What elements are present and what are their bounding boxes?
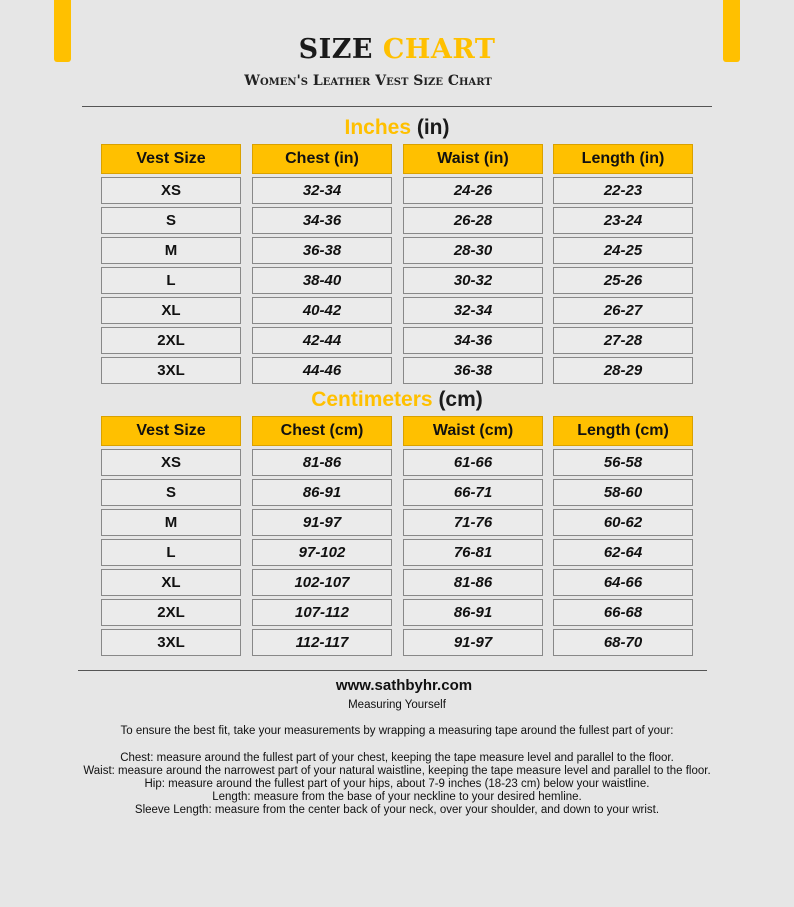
divider-bottom	[78, 670, 707, 671]
column-header: Chest (cm)	[252, 416, 392, 446]
measurement-cell: 32-34	[252, 177, 392, 204]
table-column	[252, 144, 392, 384]
measurement-cell: 28-30	[403, 237, 543, 264]
column-header: Vest Size	[101, 144, 241, 174]
measurement-cell: 91-97	[403, 629, 543, 656]
measuring-intro: To ensure the best fit, take your measurements by wrapping a measuring tape around the fullest part of your:	[120, 725, 674, 737]
section-title-cm-accent: Centimeters	[311, 388, 433, 411]
measuring-instruction-length: Length: measure from the base of your neckline to your desired hemline.	[212, 791, 582, 803]
measurement-cell: 97-102	[252, 539, 392, 566]
column-header: Vest Size	[101, 416, 241, 446]
measurement-cell: 62-64	[553, 539, 693, 566]
measuring-instruction-hip: Hip: measure around the fullest part of your hips, about 7-9 inches (18-23 cm) below your waistline.	[144, 778, 650, 790]
size-label-cell: 3XL	[101, 357, 241, 384]
measurement-cell: 24-26	[403, 177, 543, 204]
measurement-cell: 22-23	[553, 177, 693, 204]
measurement-cell: 42-44	[252, 327, 392, 354]
measurement-cell: 102-107	[252, 569, 392, 596]
size-label-cell: 3XL	[101, 629, 241, 656]
table-column	[252, 416, 392, 656]
measuring-heading: Measuring Yourself	[348, 699, 446, 711]
column-header: Waist (in)	[403, 144, 543, 174]
size-label-cell: L	[101, 539, 241, 566]
section-title-cm-unit: (cm)	[438, 388, 483, 411]
measurement-cell: 76-81	[403, 539, 543, 566]
website-link[interactable]: www.sathbyhr.com	[335, 677, 473, 694]
section-title-inches-accent: Inches	[344, 116, 412, 139]
size-label-cell: 2XL	[101, 327, 241, 354]
measurement-cell: 25-26	[553, 267, 693, 294]
measurement-cell: 36-38	[252, 237, 392, 264]
size-label-cell: S	[101, 479, 241, 506]
page-title	[0, 34, 794, 65]
table-column	[403, 416, 543, 656]
size-label-cell: 2XL	[101, 599, 241, 626]
measurement-cell: 56-58	[553, 449, 693, 476]
measurement-cell: 71-76	[403, 509, 543, 536]
measurement-cell: 81-86	[252, 449, 392, 476]
measurement-cell: 28-29	[553, 357, 693, 384]
divider-top	[82, 106, 712, 107]
table-column	[101, 144, 241, 384]
column-header: Waist (cm)	[403, 416, 543, 446]
size-label-cell: M	[101, 237, 241, 264]
size-label-cell: XL	[101, 569, 241, 596]
column-header: Length (cm)	[553, 416, 693, 446]
table-column	[553, 144, 693, 384]
measurement-cell: 23-24	[553, 207, 693, 234]
measurement-cell: 34-36	[252, 207, 392, 234]
section-title-inches-unit: (in)	[416, 116, 450, 139]
measurement-cell: 60-62	[553, 509, 693, 536]
measurement-cell: 81-86	[403, 569, 543, 596]
measurement-cell: 40-42	[252, 297, 392, 324]
measurement-cell: 38-40	[252, 267, 392, 294]
column-header: Chest (in)	[252, 144, 392, 174]
measurement-cell: 66-68	[553, 599, 693, 626]
measurement-cell: 27-28	[553, 327, 693, 354]
column-header: Length (in)	[553, 144, 693, 174]
measurement-cell: 32-34	[403, 297, 543, 324]
table-column	[101, 416, 241, 656]
measurement-cell: 34-36	[403, 327, 543, 354]
measurement-cell: 66-71	[403, 479, 543, 506]
measurement-cell: 26-28	[403, 207, 543, 234]
measurement-cell: 86-91	[252, 479, 392, 506]
title-chart: CHART	[382, 34, 496, 65]
size-label-cell: XL	[101, 297, 241, 324]
table-column	[553, 416, 693, 656]
size-label-cell: XS	[101, 177, 241, 204]
measurement-cell: 86-91	[403, 599, 543, 626]
measurement-cell: 91-97	[252, 509, 392, 536]
measurement-cell: 36-38	[403, 357, 543, 384]
measurement-cell: 112-117	[252, 629, 392, 656]
measuring-instruction-chest: Chest: measure around the fullest part of your chest, keeping the tape measure level and parallel to the floor.	[120, 752, 674, 764]
measurement-cell: 64-66	[553, 569, 693, 596]
measurement-cell: 68-70	[553, 629, 693, 656]
measuring-instruction-waist: Waist: measure around the narrowest part of your natural waistline, keeping the tape measure level and parallel to the floor.	[83, 765, 711, 777]
measurement-cell: 26-27	[553, 297, 693, 324]
size-label-cell: M	[101, 509, 241, 536]
page-subtitle: Women's Leather Vest Size Chart	[244, 73, 492, 89]
measurement-cell: 58-60	[553, 479, 693, 506]
measuring-instruction-sleeve: Sleeve Length: measure from the center back of your neck, over your shoulder, and down to your wrist.	[134, 804, 660, 816]
size-label-cell: S	[101, 207, 241, 234]
measurement-cell: 30-32	[403, 267, 543, 294]
measurement-cell: 107-112	[252, 599, 392, 626]
table-column	[403, 144, 543, 384]
title-size: SIZE	[298, 34, 373, 65]
section-title-inches	[0, 116, 794, 140]
size-label-cell: XS	[101, 449, 241, 476]
measurement-cell: 24-25	[553, 237, 693, 264]
measurement-cell: 44-46	[252, 357, 392, 384]
size-label-cell: L	[101, 267, 241, 294]
measurement-cell: 61-66	[403, 449, 543, 476]
section-title-cm	[0, 388, 794, 412]
